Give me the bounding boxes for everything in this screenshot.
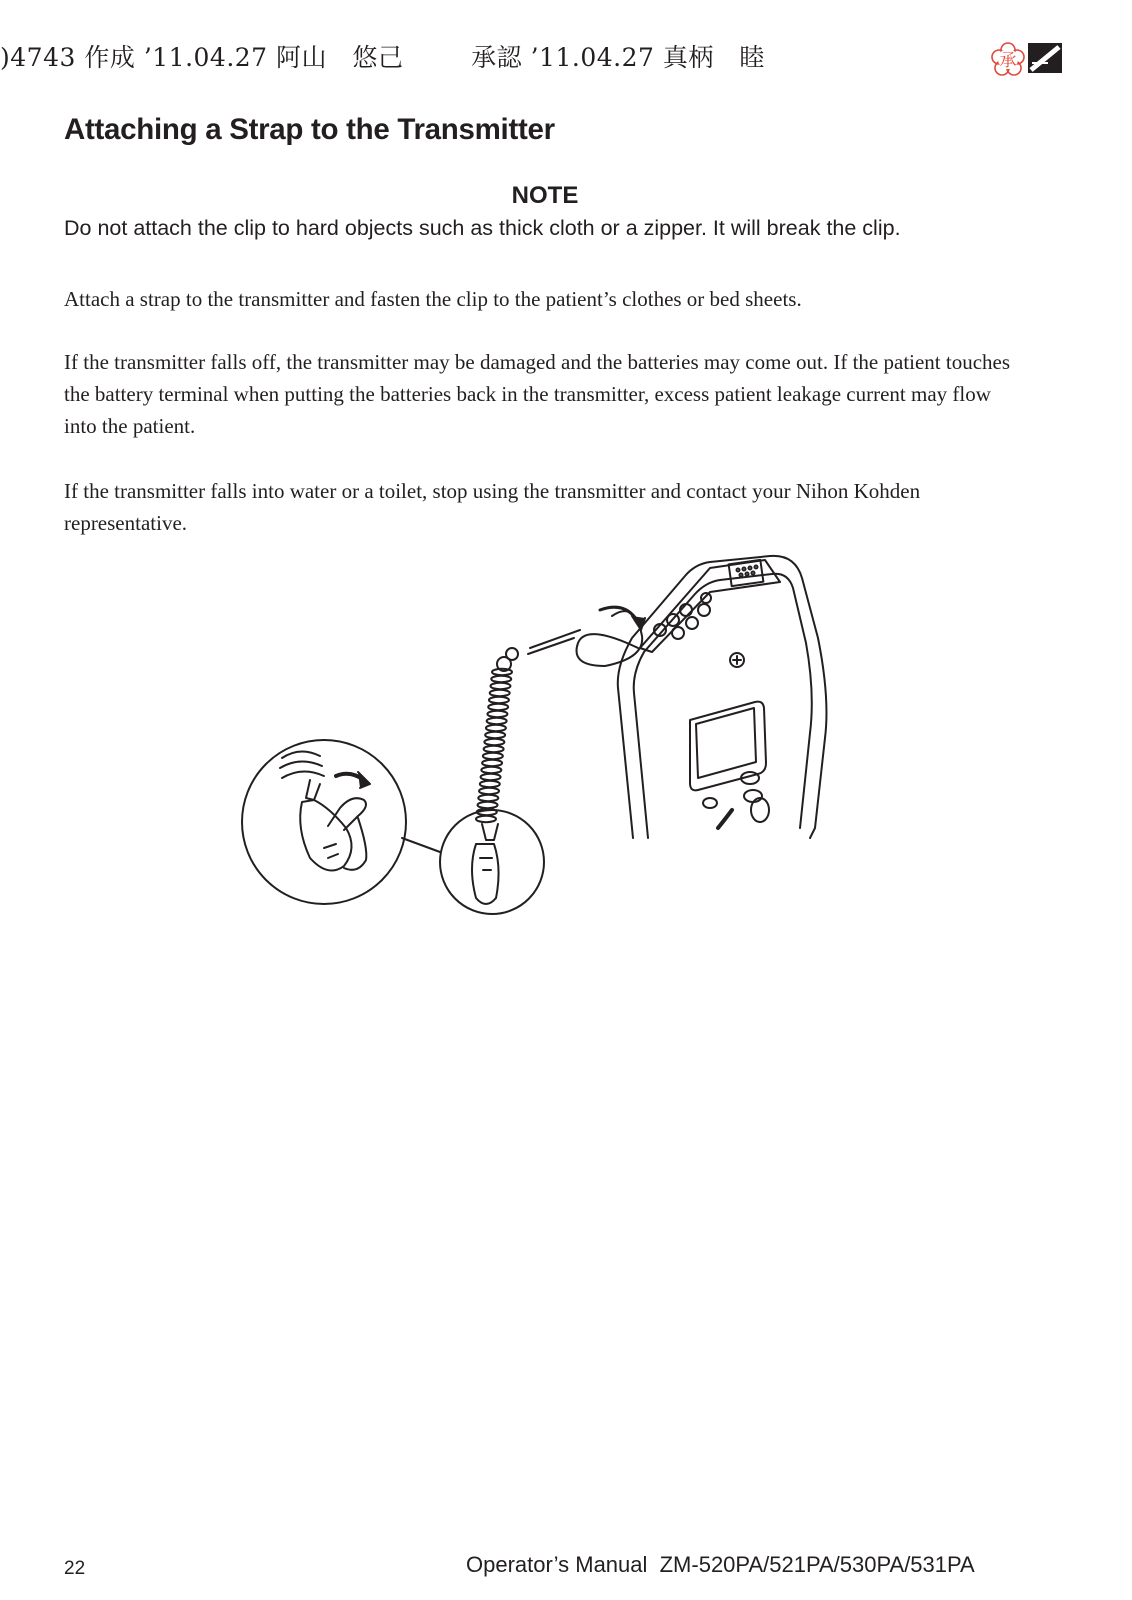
cord-coil <box>478 802 498 808</box>
cord-coil <box>481 774 501 780</box>
page-number: 22 <box>64 1558 86 1579</box>
approved-date: ’11.04.27 <box>530 43 655 72</box>
cord-coil <box>483 753 503 759</box>
cord-coil <box>487 711 507 717</box>
document-control-header <box>0 38 1000 74</box>
cord-coil <box>479 788 499 794</box>
created-by: 阿山 悠己 <box>276 43 404 72</box>
note-text: Do not attach the clip to hard objects such as thick cloth or a zipper. It will break the clip. <box>64 216 901 240</box>
cord-coil <box>488 704 508 710</box>
manual-title: Operator’s Manual ZM-520PA/521PA/530PA/531PA <box>466 1552 975 1577</box>
cord-coil <box>484 746 504 752</box>
cord-coils <box>476 669 512 822</box>
paragraph-water-warning: If the transmitter falls into water or a toilet, stop using the transmitter and contact your Nihon Kohden representative. <box>64 479 921 535</box>
coiled-cord <box>497 648 518 671</box>
approval-stamp-icon <box>992 43 1024 75</box>
zoomed-clip <box>280 751 370 870</box>
cord-coil <box>476 816 496 822</box>
cord-coil <box>487 718 507 724</box>
cord-coil <box>481 767 501 773</box>
cord-coil <box>492 669 512 675</box>
strap-loop <box>528 607 645 666</box>
approved-label: 承認 <box>471 43 523 72</box>
cord-coil <box>490 690 510 696</box>
created-date: ’11.04.27 <box>143 43 268 72</box>
paragraph-attach-strap: Attach a strap to the transmitter and fasten the clip to the patient’s clothes or bed sheets. <box>64 287 802 311</box>
cord-clip <box>472 824 499 904</box>
approved-by: 真柄 睦 <box>662 43 765 72</box>
cord-coil <box>489 697 509 703</box>
note-heading: NOTE <box>511 182 579 209</box>
strap-attachment-illustration <box>240 548 840 948</box>
cord-coil <box>482 760 502 766</box>
cord-coil <box>478 795 498 801</box>
cord-coil <box>486 725 506 731</box>
cord-coil <box>485 732 505 738</box>
stamp-and-logo <box>988 38 1066 78</box>
paragraph-falls-off-warning: If the transmitter falls off, the transmitter may be damaged and the batteries may come out. If the patient touches the battery terminal when putting the batteries back in the transmitter, excess patient leakage current may flow into the patient. <box>64 350 1011 438</box>
stamp-character: 承 <box>999 51 1017 71</box>
cord-coil <box>490 683 510 689</box>
cord-coil <box>480 781 500 787</box>
created-label: 作成 <box>84 43 136 72</box>
document-id: )4743 <box>0 43 76 72</box>
transmitter-device <box>618 556 827 838</box>
section-title: Attaching a Strap to the Transmitter <box>64 113 555 146</box>
cord-coil <box>491 676 511 682</box>
cord-coil <box>484 739 504 745</box>
company-logo-icon <box>1028 43 1062 73</box>
